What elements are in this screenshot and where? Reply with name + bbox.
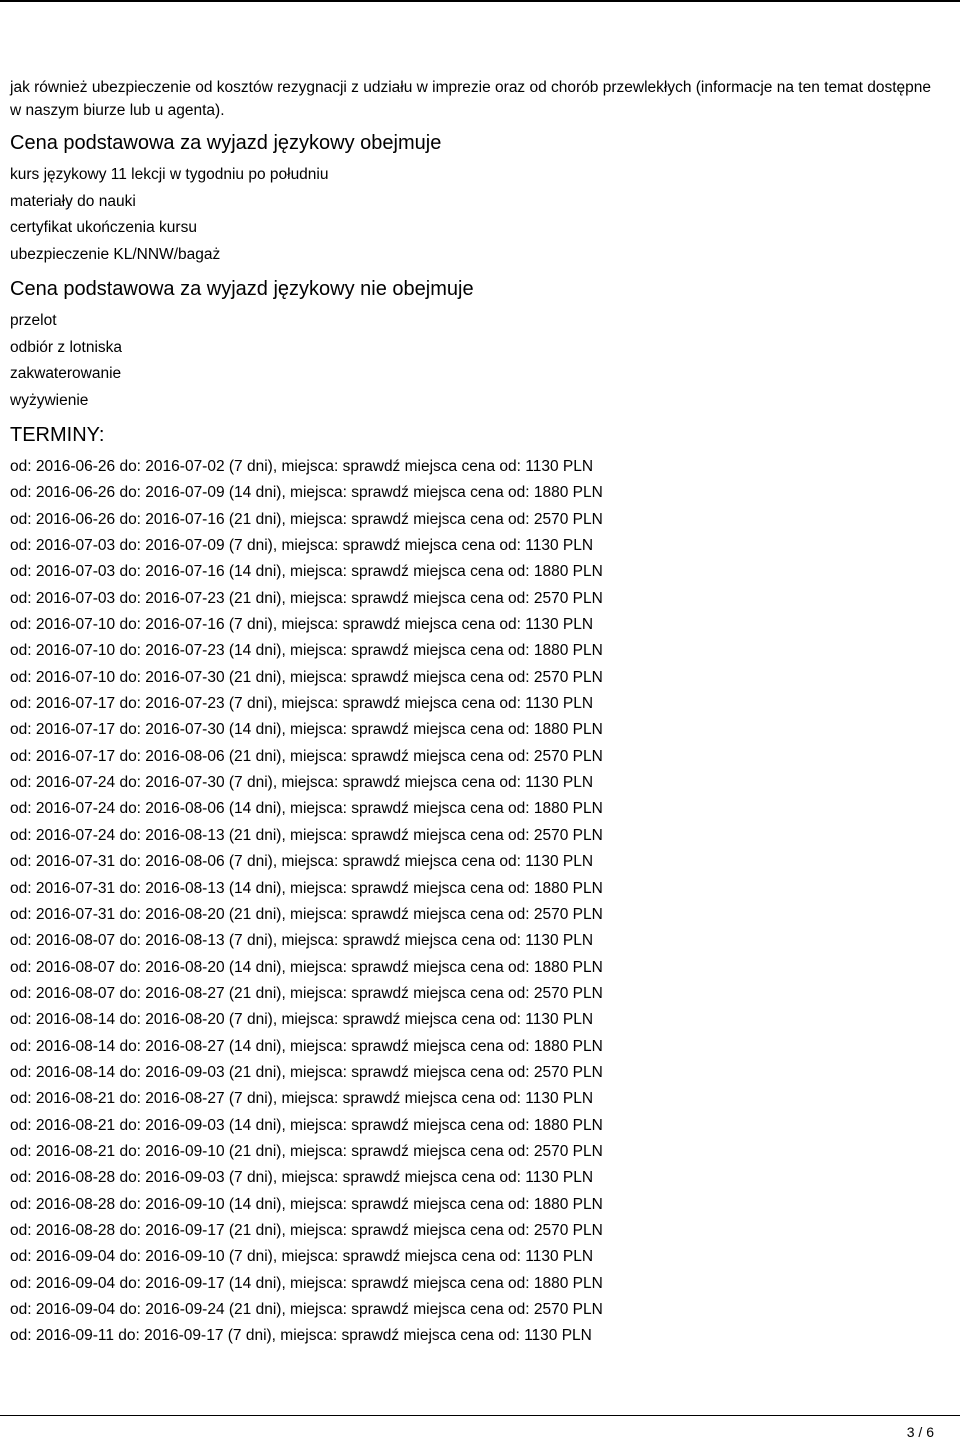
term-row: od: 2016-07-17 do: 2016-07-23 (7 dni), miejsca: sprawdź miejsca cena od: 1130 PLN bbox=[10, 695, 594, 713]
term-row: od: 2016-08-21 do: 2016-08-27 (7 dni), miejsca: sprawdź miejsca cena od: 1130 PLN bbox=[10, 1090, 594, 1108]
excluded-heading: Cena podstawowa za wyjazd językowy nie obejmuje bbox=[10, 278, 474, 300]
terms-list bbox=[10, 454, 940, 1350]
terms-heading: TERMINY: bbox=[10, 424, 105, 446]
excluded-list bbox=[10, 308, 940, 414]
term-row: od: 2016-08-28 do: 2016-09-17 (21 dni), miejsca: sprawdź miejsca cena od: 2570 PLN bbox=[10, 1221, 603, 1239]
term-row: od: 2016-08-28 do: 2016-09-03 (7 dni), miejsca: sprawdź miejsca cena od: 1130 PLN bbox=[10, 1169, 594, 1187]
term-row: od: 2016-07-03 do: 2016-07-09 (7 dni), miejsca: sprawdź miejsca cena od: 1130 PLN bbox=[10, 537, 594, 555]
intro-paragraph: jak również ubezpieczenie od kosztów rezygnacji z udziału w imprezie oraz od chorób przewlekłych (informacje na ten temat dostępne w naszym biurze lub u agenta). bbox=[10, 79, 931, 119]
list-item: przelot bbox=[10, 312, 57, 329]
term-row: od: 2016-07-24 do: 2016-07-30 (7 dni), miejsca: sprawdź miejsca cena od: 1130 PLN bbox=[10, 774, 594, 792]
list-item: certyfikat ukończenia kursu bbox=[10, 219, 197, 236]
term-row: od: 2016-07-31 do: 2016-08-06 (7 dni), miejsca: sprawdź miejsca cena od: 1130 PLN bbox=[10, 853, 594, 871]
term-row: od: 2016-08-14 do: 2016-09-03 (21 dni), miejsca: sprawdź miejsca cena od: 2570 PLN bbox=[10, 1063, 603, 1081]
term-row: od: 2016-08-14 do: 2016-08-20 (7 dni), miejsca: sprawdź miejsca cena od: 1130 PLN bbox=[10, 1011, 594, 1029]
term-row: od: 2016-08-07 do: 2016-08-13 (7 dni), miejsca: sprawdź miejsca cena od: 1130 PLN bbox=[10, 932, 594, 950]
term-row: od: 2016-07-10 do: 2016-07-16 (7 dni), miejsca: sprawdź miejsca cena od: 1130 PLN bbox=[10, 616, 594, 634]
list-item: zakwaterowanie bbox=[10, 365, 122, 382]
document-page bbox=[10, 76, 940, 1350]
term-row: od: 2016-06-26 do: 2016-07-09 (14 dni), miejsca: sprawdź miejsca cena od: 1880 PLN bbox=[10, 484, 603, 502]
term-row: od: 2016-08-28 do: 2016-09-10 (14 dni), miejsca: sprawdź miejsca cena od: 1880 PLN bbox=[10, 1195, 603, 1213]
term-row: od: 2016-08-07 do: 2016-08-27 (21 dni), miejsca: sprawdź miejsca cena od: 2570 PLN bbox=[10, 984, 603, 1002]
term-row: od: 2016-09-04 do: 2016-09-10 (7 dni), miejsca: sprawdź miejsca cena od: 1130 PLN bbox=[10, 1248, 594, 1266]
term-row: od: 2016-07-31 do: 2016-08-13 (14 dni), miejsca: sprawdź miejsca cena od: 1880 PLN bbox=[10, 879, 603, 897]
term-row: od: 2016-07-24 do: 2016-08-13 (21 dni), miejsca: sprawdź miejsca cena od: 2570 PLN bbox=[10, 826, 603, 844]
term-row: od: 2016-07-03 do: 2016-07-23 (21 dni), miejsca: sprawdź miejsca cena od: 2570 PLN bbox=[10, 589, 603, 607]
term-row: od: 2016-07-10 do: 2016-07-30 (21 dni), miejsca: sprawdź miejsca cena od: 2570 PLN bbox=[10, 668, 603, 686]
term-row: od: 2016-06-26 do: 2016-07-02 (7 dni), miejsca: sprawdź miejsca cena od: 1130 PLN bbox=[10, 458, 594, 475]
term-row: od: 2016-07-17 do: 2016-08-06 (21 dni), miejsca: sprawdź miejsca cena od: 2570 PLN bbox=[10, 747, 603, 765]
term-row: od: 2016-09-04 do: 2016-09-24 (21 dni), miejsca: sprawdź miejsca cena od: 2570 PLN bbox=[10, 1301, 603, 1318]
term-row: od: 2016-07-17 do: 2016-07-30 (14 dni), miejsca: sprawdź miejsca cena od: 1880 PLN bbox=[10, 721, 603, 739]
page-number: 3 / 6 bbox=[906, 1424, 934, 1440]
term-row: od: 2016-07-10 do: 2016-07-23 (14 dni), miejsca: sprawdź miejsca cena od: 1880 PLN bbox=[10, 642, 603, 660]
term-row: od: 2016-09-11 do: 2016-09-17 (7 dni), miejsca: sprawdź miejsca cena od: 1130 PLN bbox=[10, 1327, 592, 1345]
footer-rule bbox=[0, 1415, 960, 1416]
included-list bbox=[10, 162, 940, 268]
list-item: kurs językowy 11 lekcji w tygodniu po południu bbox=[10, 166, 329, 183]
term-row: od: 2016-08-14 do: 2016-08-27 (14 dni), miejsca: sprawdź miejsca cena od: 1880 PLN bbox=[10, 1037, 603, 1055]
term-row: od: 2016-08-07 do: 2016-08-20 (14 dni), miejsca: sprawdź miejsca cena od: 1880 PLN bbox=[10, 958, 603, 976]
list-item: ubezpieczenie KL/NNW/bagaż bbox=[10, 245, 221, 263]
term-row: od: 2016-06-26 do: 2016-07-16 (21 dni), miejsca: sprawdź miejsca cena od: 2570 PLN bbox=[10, 510, 603, 528]
included-heading: Cena podstawowa za wyjazd językowy obejmuje bbox=[10, 132, 442, 154]
list-item: materiały do nauki bbox=[10, 192, 136, 210]
term-row: od: 2016-07-31 do: 2016-08-20 (21 dni), miejsca: sprawdź miejsca cena od: 2570 PLN bbox=[10, 905, 603, 923]
list-item: odbiór z lotniska bbox=[10, 338, 123, 356]
term-row: od: 2016-07-24 do: 2016-08-06 (14 dni), miejsca: sprawdź miejsca cena od: 1880 PLN bbox=[10, 800, 603, 818]
term-row: od: 2016-08-21 do: 2016-09-10 (21 dni), miejsca: sprawdź miejsca cena od: 2570 PLN bbox=[10, 1142, 603, 1160]
top-rule bbox=[0, 0, 960, 2]
list-item: wyżywienie bbox=[10, 391, 89, 409]
term-row: od: 2016-07-03 do: 2016-07-16 (14 dni), miejsca: sprawdź miejsca cena od: 1880 PLN bbox=[10, 563, 603, 581]
term-row: od: 2016-08-21 do: 2016-09-03 (14 dni), miejsca: sprawdź miejsca cena od: 1880 PLN bbox=[10, 1116, 603, 1134]
term-row: od: 2016-09-04 do: 2016-09-17 (14 dni), miejsca: sprawdź miejsca cena od: 1880 PLN bbox=[10, 1274, 603, 1292]
